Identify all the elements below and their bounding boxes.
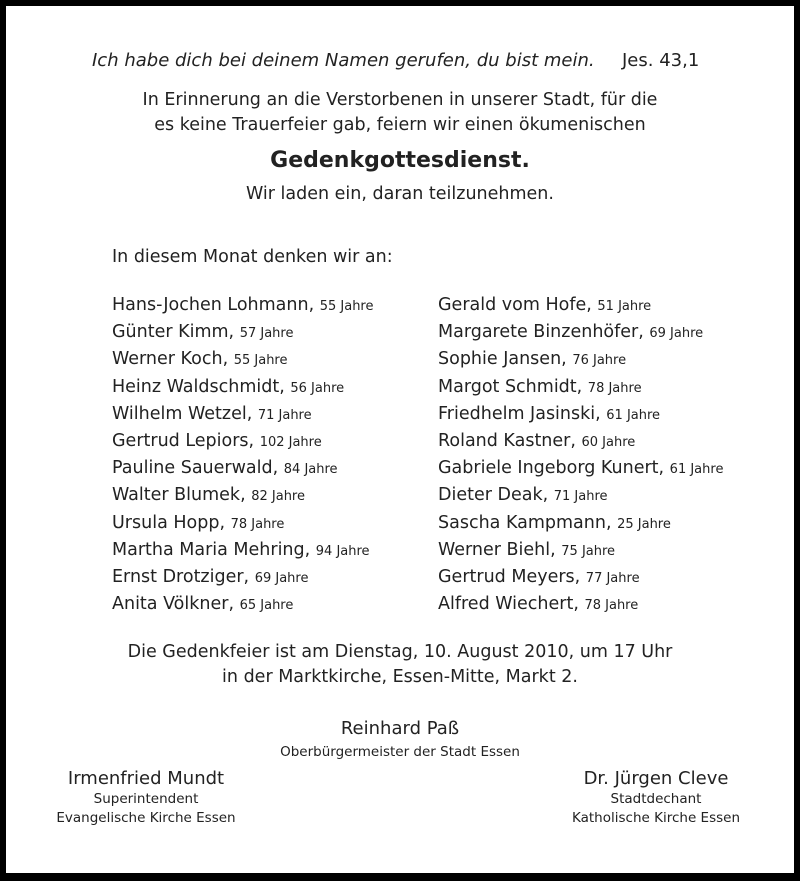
- deceased-name: Sophie Jansen,: [438, 349, 567, 370]
- deceased-age: 55 Jahre: [319, 299, 374, 314]
- deceased-age: 77 Jahre: [585, 570, 640, 586]
- signatory-center-role: Oberbürgermeister der Stadt Essen: [280, 744, 520, 760]
- deceased-name: Ernst Drotziger,: [112, 566, 250, 587]
- deceased-name: Alfred Wiechert,: [438, 594, 579, 615]
- deceased-age: 57 Jahre: [239, 326, 294, 342]
- deceased-name: Gabriele Ingeborg Kunert,: [438, 458, 665, 479]
- deceased-entry: [112, 455, 374, 482]
- deceased-name: Roland Kastner,: [438, 430, 576, 451]
- deceased-entry: [112, 428, 374, 455]
- signatory-right-org: Katholische Kirche Essen: [572, 810, 740, 826]
- deceased-age: 71 Jahre: [257, 407, 312, 423]
- deceased-entry: [112, 482, 374, 509]
- event-line-2: in der Marktkirche, Essen-Mitte, Markt 2.: [222, 667, 578, 687]
- deceased-entry: [112, 564, 374, 591]
- deceased-name: Anita Völkner,: [112, 594, 235, 615]
- deceased-entry: [438, 482, 723, 509]
- deceased-age: 75 Jahre: [561, 543, 616, 559]
- deceased-age: 71 Jahre: [553, 489, 608, 505]
- deceased-name: Margot Schmidt,: [438, 376, 583, 397]
- deceased-age: 61 Jahre: [606, 407, 661, 423]
- deceased-age: 25 Jahre: [617, 516, 671, 532]
- deceased-age: 55 Jahre: [233, 353, 288, 369]
- deceased-entry: [438, 428, 723, 455]
- deceased-name: Margarete Binzenhöfer,: [438, 322, 644, 343]
- deceased-age: 56 Jahre: [290, 380, 345, 396]
- deceased-entry: [438, 401, 723, 428]
- deceased-age: 78 Jahre: [584, 598, 639, 614]
- deceased-entry: [438, 374, 723, 401]
- signatory-left-name: Irmenfried Mundt: [67, 768, 225, 789]
- deceased-entry: [438, 455, 723, 482]
- deceased-age: 69 Jahre: [254, 570, 309, 586]
- deceased-name: Wilhelm Wetzel,: [112, 403, 253, 424]
- deceased-entry: [112, 510, 374, 537]
- deceased-entry: [112, 374, 374, 401]
- deceased-name: Walter Blumek,: [112, 485, 246, 506]
- deceased-entry: [438, 346, 723, 373]
- event-line-1: Die Gedenkfeier ist am Dienstag, 10. August 2010, um 17 Uhr: [127, 642, 673, 662]
- deceased-age: 78 Jahre: [230, 516, 285, 532]
- deceased-name: Gertrud Lepiors,: [112, 430, 255, 451]
- deceased-age: 65 Jahre: [239, 598, 294, 614]
- deceased-age: 84 Jahre: [283, 462, 338, 478]
- deceased-age: 61 Jahre: [669, 462, 724, 478]
- intro-line-2: es keine Trauerfeier gab, feiern wir einen ökumenischen: [154, 115, 646, 135]
- names-left-column: [112, 292, 374, 618]
- deceased-entry: [112, 346, 374, 373]
- list-intro: In diesem Monat denken wir an:: [112, 247, 393, 267]
- deceased-age: 76 Jahre: [572, 353, 627, 369]
- bible-reference: Jes. 43,1: [622, 50, 700, 71]
- deceased-name: Dieter Deak,: [438, 485, 549, 506]
- deceased-name: Werner Koch,: [112, 349, 229, 370]
- deceased-age: 82 Jahre: [251, 489, 305, 505]
- signatory-right-name: Dr. Jürgen Cleve: [583, 768, 729, 789]
- signatory-left-org: Evangelische Kirche Essen: [56, 810, 236, 826]
- deceased-entry: [438, 537, 723, 564]
- deceased-entry: [112, 537, 374, 564]
- deceased-entry: [112, 319, 374, 346]
- signatory-right: [536, 768, 776, 826]
- signatory-left: [26, 768, 266, 826]
- deceased-entry: [112, 401, 374, 428]
- deceased-age: 69 Jahre: [649, 326, 704, 342]
- deceased-name: Gerald vom Hofe,: [438, 295, 592, 315]
- deceased-name: Pauline Sauerwald,: [112, 458, 279, 479]
- deceased-entry: [438, 319, 723, 346]
- deceased-name: Werner Biehl,: [438, 539, 556, 560]
- deceased-age: 102 Jahre: [259, 434, 322, 450]
- deceased-age: 51 Jahre: [597, 299, 652, 314]
- deceased-entry: [438, 292, 723, 319]
- deceased-name: Heinz Waldschmidt,: [112, 376, 285, 397]
- deceased-name: Friedhelm Jasinski,: [438, 403, 601, 424]
- deceased-age: 94 Jahre: [315, 543, 370, 559]
- deceased-name: Sascha Kampmann,: [438, 512, 612, 533]
- deceased-age: 60 Jahre: [581, 434, 636, 450]
- bible-quote: Ich habe dich bei deinem Namen gerufen, du bist mein.: [92, 50, 595, 71]
- deceased-name: Günter Kimm,: [112, 322, 235, 343]
- deceased-name: Martha Maria Mehring,: [112, 539, 311, 560]
- deceased-entry: [112, 591, 374, 618]
- deceased-name: Hans-Jochen Lohmann,: [112, 295, 315, 315]
- signatory-right-role: Stadtdechant: [610, 791, 702, 807]
- deceased-age: 78 Jahre: [587, 380, 642, 396]
- memorial-notice: [6, 6, 794, 873]
- deceased-entry: [438, 564, 723, 591]
- intro-line-1: In Erinnerung an die Verstorbenen in unserer Stadt, für die: [142, 90, 658, 110]
- deceased-name: Gertrud Meyers,: [438, 566, 581, 587]
- page-title: Gedenkgottesdienst.: [270, 148, 530, 173]
- deceased-entry: [438, 510, 723, 537]
- signatory-center-name: Reinhard Paß: [340, 718, 460, 739]
- signatory-left-role: Superintendent: [93, 791, 199, 807]
- deceased-name: Ursula Hopp,: [112, 512, 226, 533]
- deceased-entry: [438, 591, 723, 618]
- deceased-entry: [112, 292, 374, 319]
- invitation: Wir laden ein, daran teilzunehmen.: [246, 184, 554, 204]
- names-right-column: [438, 292, 723, 618]
